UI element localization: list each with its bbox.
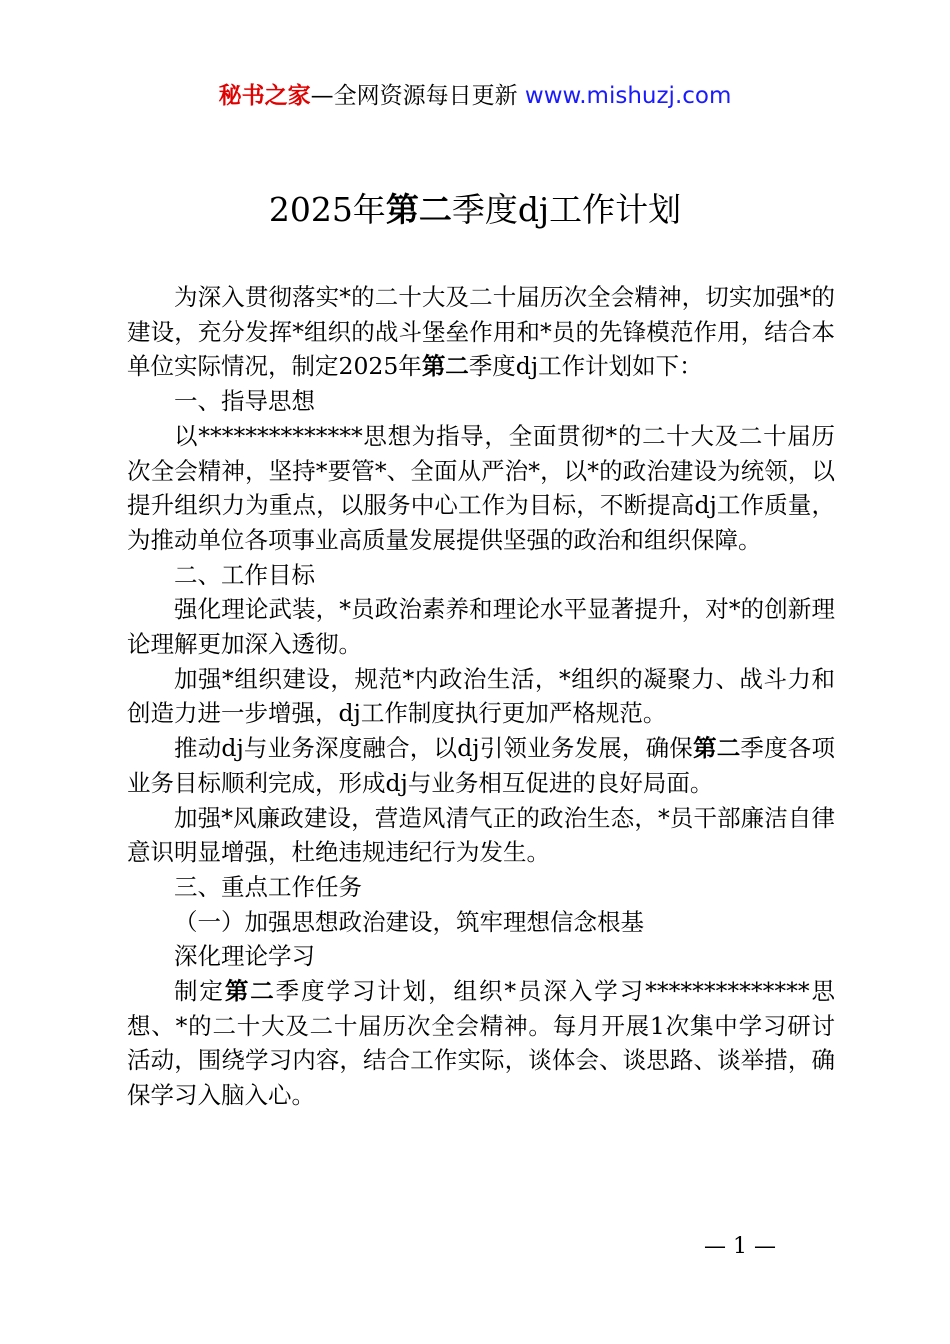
paragraph-text: 以**************思想为指导，全面贯彻*的二十大及二十届历次全会精神，坚持*要管*、全面从严治*，以*的政治建设为统领，以提升组织力为重点，以服务中心工作为目标，不断提高dj工作质量，为推动单位各项事业高质量发展提供坚强的政治和组织保障。	[127, 421, 835, 554]
paragraph-text: 加强*组织建设，规范*内政治生活，*组织的凝聚力、战斗力和创造力进一步增强，dj工作制度执行更加严格规范。	[127, 664, 835, 728]
paragraph	[127, 280, 835, 384]
paragraph-text: 季度各项业务目标顺利完成，形成dj与业务相互促进的良好局面。	[127, 734, 835, 797]
bold-text: 第二	[224, 977, 276, 1006]
page-number: — 1 —	[704, 1234, 776, 1259]
document-body	[127, 280, 835, 1113]
bold-text: 第二	[421, 352, 469, 381]
site-brand: 秘书之家	[218, 83, 311, 109]
paragraph-text: 加强*风廉政建设，营造风清气正的政治生态，*员干部廉洁自律意识明显增强，杜绝违规违纪行为发生。	[127, 803, 835, 867]
paragraph-text: 三、重点工作任务	[174, 872, 362, 901]
paragraph-text: 二、工作目标	[174, 560, 315, 589]
site-url[interactable]: www.mishuzj.com	[524, 83, 732, 109]
bold-text: 第二	[693, 734, 741, 763]
paragraph-text: （一）加强思想政治建设，筑牢理想信念根基	[174, 907, 644, 936]
site-header	[0, 80, 950, 112]
site-tagline: —全网资源每日更新	[310, 83, 518, 109]
paragraph	[127, 870, 835, 905]
paragraph	[127, 731, 835, 800]
paragraph	[127, 592, 835, 661]
title-suffix: 季度dj工作计划	[451, 190, 682, 229]
title-prefix: 2025年	[268, 190, 386, 229]
paragraph-text: 推动dj与业务深度融合，以dj引领业务发展，确保	[174, 734, 693, 763]
document-title	[0, 186, 950, 234]
paragraph-text: 为深入贯彻落实*的二十大及二十届历次全会精神，切实加强*的建设，充分发挥*组织的战斗堡垒作用和*员的先锋模范作用，结合本单位实际情况，制定2025年	[127, 283, 835, 381]
paragraph	[127, 974, 835, 1113]
paragraph-text: 一、指导思想	[174, 387, 315, 416]
paragraph-text: 深化理论学习	[174, 942, 315, 971]
paragraph-text: 季度学习计划，组织*员深入学习**************思想、*的二十大及二十届历次全会精神。每月开展1次集中学习研讨活动，围绕学习内容，结合工作实际，谈体会、谈思路、谈举措，确保学习入脑入心。	[127, 977, 836, 1110]
paragraph	[127, 558, 835, 593]
paragraph-text: 制定	[174, 977, 225, 1006]
title-bold: 第二	[385, 190, 452, 229]
paragraph-text: 季度dj工作计划如下：	[468, 352, 703, 381]
paragraph	[127, 384, 835, 419]
paragraph	[127, 801, 835, 870]
paragraph	[127, 662, 835, 731]
paragraph	[127, 939, 835, 974]
paragraph	[127, 905, 835, 940]
paragraph	[127, 419, 835, 558]
paragraph-text: 强化理论武装，*员政治素养和理论水平显著提升，对*的创新理论理解更加深入透彻。	[127, 595, 835, 659]
